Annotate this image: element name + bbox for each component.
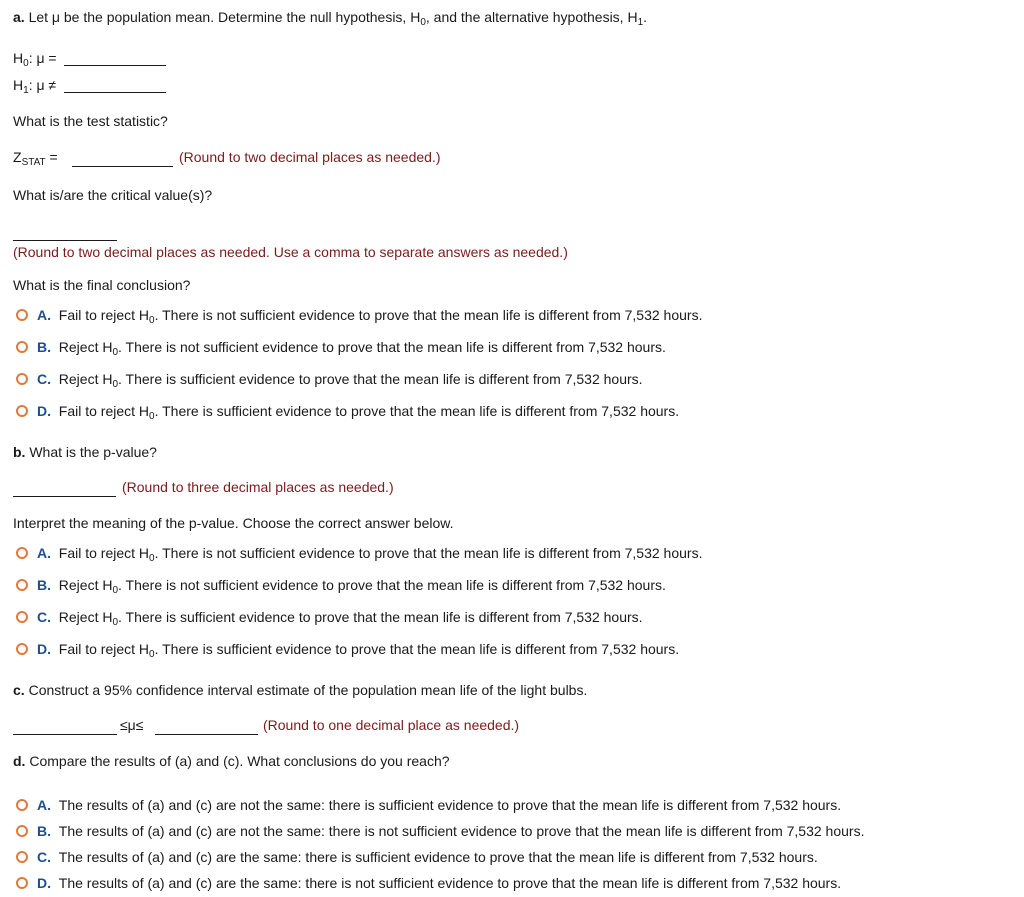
option-text-post: . There is sufficient evidence to prove that the mean life is different from 7,532 hours. bbox=[154, 403, 680, 419]
option-sub: 0 bbox=[149, 411, 155, 422]
compare-radio-d[interactable] bbox=[16, 877, 28, 889]
option-sub: 0 bbox=[112, 617, 119, 628]
part-d-label: d. bbox=[13, 753, 26, 769]
part-a-text-2: , and the alternative hypothesis, H bbox=[425, 9, 638, 25]
part-a-question bbox=[13, 8, 647, 26]
option-text-post: . There is sufficient evidence to prove that the mean life is different from 7,532 hours. bbox=[118, 609, 643, 625]
zstat-label bbox=[13, 148, 58, 166]
conclusion-radio-d[interactable] bbox=[16, 405, 28, 417]
option-spacer bbox=[51, 797, 59, 813]
option-letter: B. bbox=[37, 823, 51, 839]
option-letter: B. bbox=[37, 339, 51, 355]
option-text: The results of (a) and (c) are the same: there is not sufficient evidence to prove that the mean life is different from 7,532 hours. bbox=[58, 875, 842, 891]
option-spacer bbox=[51, 577, 59, 593]
option-text: The results of (a) and (c) are not the same: there is sufficient evidence to prove that the mean life is different from 7,532 hours. bbox=[58, 797, 842, 813]
compare-option-b[interactable] bbox=[37, 822, 864, 840]
option-sub: 0 bbox=[112, 585, 119, 596]
h1-relation: : μ ≠ bbox=[28, 77, 57, 93]
conclusion-question: What is the final conclusion? bbox=[13, 277, 191, 293]
interpret-question: Interpret the meaning of the p-value. Choose the correct answer below. bbox=[13, 515, 454, 531]
part-b-question bbox=[13, 443, 157, 461]
compare-option-d[interactable] bbox=[37, 874, 841, 892]
option-text-post: . There is not sufficient evidence to prove that the mean life is different from 7,532 hours. bbox=[154, 545, 703, 561]
compare-option-c[interactable] bbox=[37, 848, 818, 866]
h0-relation: : μ = bbox=[28, 50, 57, 66]
interpret-radio-d[interactable] bbox=[16, 643, 28, 655]
option-sub: 0 bbox=[112, 347, 119, 358]
option-letter: D. bbox=[37, 641, 51, 657]
option-text-post: . There is sufficient evidence to prove that the mean life is different from 7,532 hours. bbox=[118, 371, 643, 387]
zstat-input[interactable] bbox=[72, 166, 173, 167]
option-letter: A. bbox=[37, 545, 51, 561]
option-text-pre: Fail to reject H bbox=[58, 545, 150, 561]
h1-value-input[interactable] bbox=[64, 92, 166, 93]
option-spacer bbox=[51, 641, 59, 657]
option-sub: 0 bbox=[112, 379, 119, 390]
h1-sub: 1 bbox=[637, 17, 644, 28]
option-sub: 0 bbox=[149, 649, 155, 660]
zstat-z: Z bbox=[13, 149, 22, 165]
zstat-round-hint: (Round to two decimal places as needed.) bbox=[179, 149, 441, 165]
compare-radio-c[interactable] bbox=[16, 851, 28, 863]
interpret-option-b[interactable] bbox=[37, 576, 666, 594]
option-text-pre: Fail to reject H bbox=[58, 307, 150, 323]
option-sub: 0 bbox=[149, 553, 155, 564]
h1-label: H bbox=[13, 77, 24, 93]
option-text-post: . There is not sufficient evidence to prove that the mean life is different from 7,532 hours. bbox=[118, 339, 666, 355]
option-text-post: . There is sufficient evidence to prove that the mean life is different from 7,532 hours. bbox=[154, 641, 680, 657]
conclusion-radio-a[interactable] bbox=[16, 309, 28, 321]
conclusion-option-d[interactable] bbox=[37, 402, 679, 420]
option-spacer bbox=[51, 307, 59, 323]
ci-inequality: ≤μ≤ bbox=[120, 717, 144, 733]
option-spacer bbox=[51, 339, 59, 355]
conclusion-option-a[interactable] bbox=[37, 306, 702, 324]
option-text: The results of (a) and (c) are not the same: there is not sufficient evidence to prove that the mean life is different from 7,532 hours. bbox=[58, 823, 865, 839]
conclusion-option-c[interactable] bbox=[37, 370, 643, 388]
p-value-round-hint: (Round to three decimal places as needed.) bbox=[122, 479, 394, 495]
critical-round-hint: (Round to two decimal places as needed. Use a comma to separate answers as needed.) bbox=[13, 244, 568, 260]
option-text-pre: Reject H bbox=[58, 339, 113, 355]
option-spacer bbox=[51, 609, 59, 625]
interpret-option-d[interactable] bbox=[37, 640, 679, 658]
interpret-radio-c[interactable] bbox=[16, 611, 28, 623]
interpret-radio-a[interactable] bbox=[16, 547, 28, 559]
h1-row bbox=[13, 76, 56, 94]
interpret-option-a[interactable] bbox=[37, 544, 702, 562]
part-b-label: b. bbox=[13, 444, 26, 460]
ci-lower-input[interactable] bbox=[13, 734, 117, 735]
part-d-question bbox=[13, 752, 450, 770]
test-statistic-question: What is the test statistic? bbox=[13, 113, 168, 129]
option-text-pre: Fail to reject H bbox=[58, 403, 150, 419]
option-spacer bbox=[51, 875, 59, 891]
p-value-input[interactable] bbox=[13, 496, 116, 497]
compare-option-a[interactable] bbox=[37, 796, 841, 814]
part-b-text: What is the p-value? bbox=[25, 444, 157, 460]
option-letter: D. bbox=[37, 403, 51, 419]
part-c-text: Construct a 95% confidence interval estimate of the population mean life of the light bulbs. bbox=[24, 682, 588, 698]
option-letter: C. bbox=[37, 371, 51, 387]
option-letter: D. bbox=[37, 875, 51, 891]
option-text-post: . There is not sufficient evidence to prove that the mean life is different from 7,532 hours. bbox=[154, 307, 703, 323]
option-spacer bbox=[51, 403, 59, 419]
h0-label: H bbox=[13, 50, 24, 66]
conclusion-radio-b[interactable] bbox=[16, 341, 28, 353]
part-d-text: Compare the results of (a) and (c). What conclusions do you reach? bbox=[25, 753, 450, 769]
option-letter: A. bbox=[37, 307, 51, 323]
option-letter: C. bbox=[37, 609, 51, 625]
zstat-eq: = bbox=[45, 149, 58, 165]
zstat-sub: STAT bbox=[21, 157, 46, 168]
option-text-pre: Fail to reject H bbox=[58, 641, 150, 657]
option-text-pre: Reject H bbox=[58, 577, 113, 593]
option-spacer bbox=[51, 371, 59, 387]
critical-value-input[interactable] bbox=[13, 240, 117, 241]
part-a-text-1: Let μ be the population mean. Determine the null hypothesis, H bbox=[24, 9, 421, 25]
option-text-pre: Reject H bbox=[58, 609, 113, 625]
option-letter: C. bbox=[37, 849, 51, 865]
option-spacer bbox=[51, 823, 59, 839]
option-spacer bbox=[51, 545, 59, 561]
conclusion-radio-c[interactable] bbox=[16, 373, 28, 385]
option-spacer bbox=[51, 849, 59, 865]
ci-upper-input[interactable] bbox=[155, 734, 258, 735]
option-letter: B. bbox=[37, 577, 51, 593]
interpret-option-c[interactable] bbox=[37, 608, 643, 626]
part-a-label: a. bbox=[13, 9, 25, 25]
h0-row bbox=[13, 49, 57, 67]
interpret-radio-b[interactable] bbox=[16, 579, 28, 591]
option-text: The results of (a) and (c) are the same: there is sufficient evidence to prove that the mean life is different from 7,532 hours. bbox=[58, 849, 818, 865]
compare-radio-a[interactable] bbox=[16, 799, 28, 811]
option-letter: A. bbox=[37, 797, 51, 813]
part-c-question bbox=[13, 681, 587, 699]
critical-value-question: What is/are the critical value(s)? bbox=[13, 187, 213, 203]
part-c-label: c. bbox=[13, 682, 25, 698]
conclusion-option-b[interactable] bbox=[37, 338, 666, 356]
option-text-post: . There is not sufficient evidence to prove that the mean life is different from 7,532 hours. bbox=[118, 577, 666, 593]
option-sub: 0 bbox=[149, 315, 155, 326]
h0-value-input[interactable] bbox=[64, 65, 166, 66]
h0-label-sub: 0 bbox=[23, 58, 29, 69]
compare-radio-b[interactable] bbox=[16, 825, 28, 837]
ci-round-hint: (Round to one decimal place as needed.) bbox=[263, 717, 520, 733]
part-a-text-end: . bbox=[643, 9, 648, 25]
h0-sub: 0 bbox=[420, 17, 426, 28]
option-text-pre: Reject H bbox=[58, 371, 113, 387]
h1-label-sub: 1 bbox=[23, 85, 29, 96]
